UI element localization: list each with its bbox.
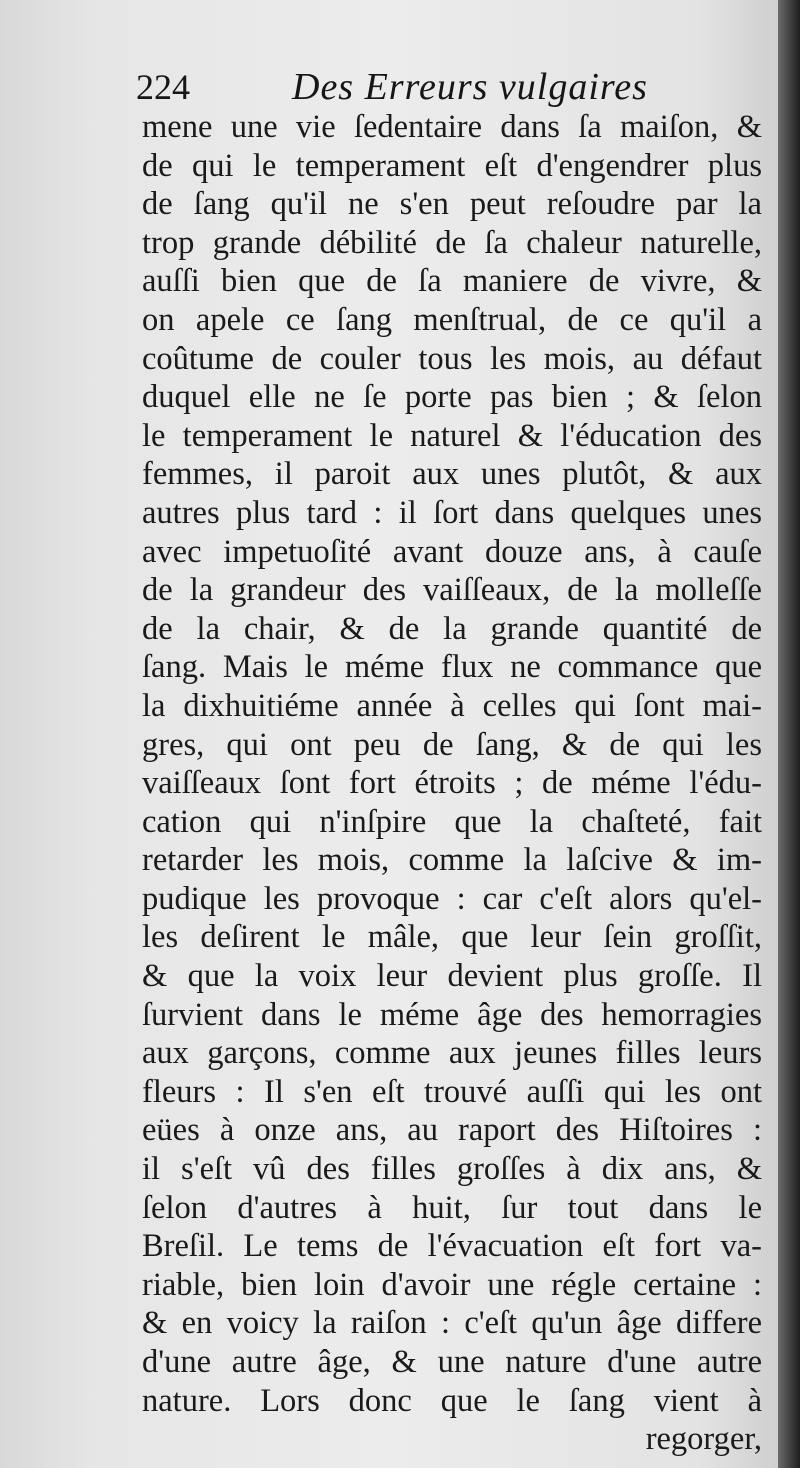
text-line: d'une autre âge, & une nature d'une autre (142, 1344, 762, 1380)
text-line: ſelon d'autres à huit, ſur tout dans le (142, 1189, 762, 1226)
text-line: fleurs : Il s'en eſt trouvé auſſi qui les ont (142, 1073, 762, 1110)
text-line: & que la voix leur devient plus groſſe. Il (142, 958, 762, 995)
text-line: aux garçons, comme aux jeunes filles leurs (142, 1035, 762, 1072)
text-line: la dixhuitiéme année à celles qui ſont mai- (142, 687, 762, 724)
text-line: Breſil. Le tems de l'évacuation eſt fort va- (142, 1228, 762, 1265)
text-line: autres plus tard : il ſort dans quelques unes (142, 494, 762, 531)
text-line: les deſirent le mâle, que leur ſein groſſit, (142, 919, 762, 956)
text-line: il s'eſt vû des filles groſſes à dix ans, & (142, 1151, 762, 1188)
text-line: eües à onze ans, au raport des Hiſtoires : (142, 1112, 762, 1149)
text-line: pudique les provoque : car c'eſt alors qu'el- (142, 880, 762, 917)
text-line: duquel elle ne ſe porte pas bien ; & ſelon (142, 379, 762, 416)
catchword: regorger, (645, 1421, 762, 1458)
text-line: ſang. Mais le méme flux ne commance que (142, 649, 762, 686)
text-line: gres, qui ont peu de ſang, & de qui les (142, 726, 762, 763)
text-line: cation qui n'inſpire que la chaſteté, fait (142, 803, 762, 840)
text-line: mene une vie ſedentaire dans ſa maiſon, & (142, 109, 762, 145)
text-line: on apele ce ſang menſtrual, de ce qu'il a (142, 301, 762, 338)
text-line: riable, bien loin d'avoir une régle certaine : (142, 1266, 762, 1303)
body-text (142, 108, 762, 1459)
page-number: 224 (136, 67, 190, 107)
page-header (136, 62, 756, 112)
text-line: femmes, il paroit aux unes plutôt, & aux (142, 456, 762, 493)
text-line: trop grande débilité de ſa chaleur naturelle, (142, 224, 762, 261)
text-line: avec impetuoſité avant douze ans, à cauſe (142, 533, 762, 570)
text-line: le temperament le naturel & l'éducation des (142, 417, 762, 454)
text-line: auſſi bien que de ſa maniere de vivre, & (142, 263, 762, 300)
text-line: de la chair, & de la grande quantité de (142, 610, 762, 647)
text-line: de la grandeur des vaiſſeaux, de la molleſſe (142, 572, 762, 609)
book-gutter-shadow (778, 0, 800, 1468)
text-line: ſurvient dans le méme âge des hemorragies (142, 996, 762, 1033)
running-head: Des Erreurs vulgaires (292, 66, 648, 108)
text-line: retarder les mois, comme la laſcive & im- (142, 842, 762, 879)
text-line: de ſang qu'il ne s'en peut reſoudre par la (142, 186, 762, 223)
text-line: nature. Lors donc que le ſang vient à (142, 1382, 762, 1419)
text-line: vaiſſeaux ſont fort étroits ; de méme l'édu- (142, 765, 762, 802)
text-line: coûtume de couler tous les mois, au défaut (142, 340, 762, 377)
text-line: de qui le temperament eſt d'engendrer plus (142, 147, 762, 184)
text-line: & en voicy la raiſon : c'eſt qu'un âge differe (142, 1305, 762, 1342)
